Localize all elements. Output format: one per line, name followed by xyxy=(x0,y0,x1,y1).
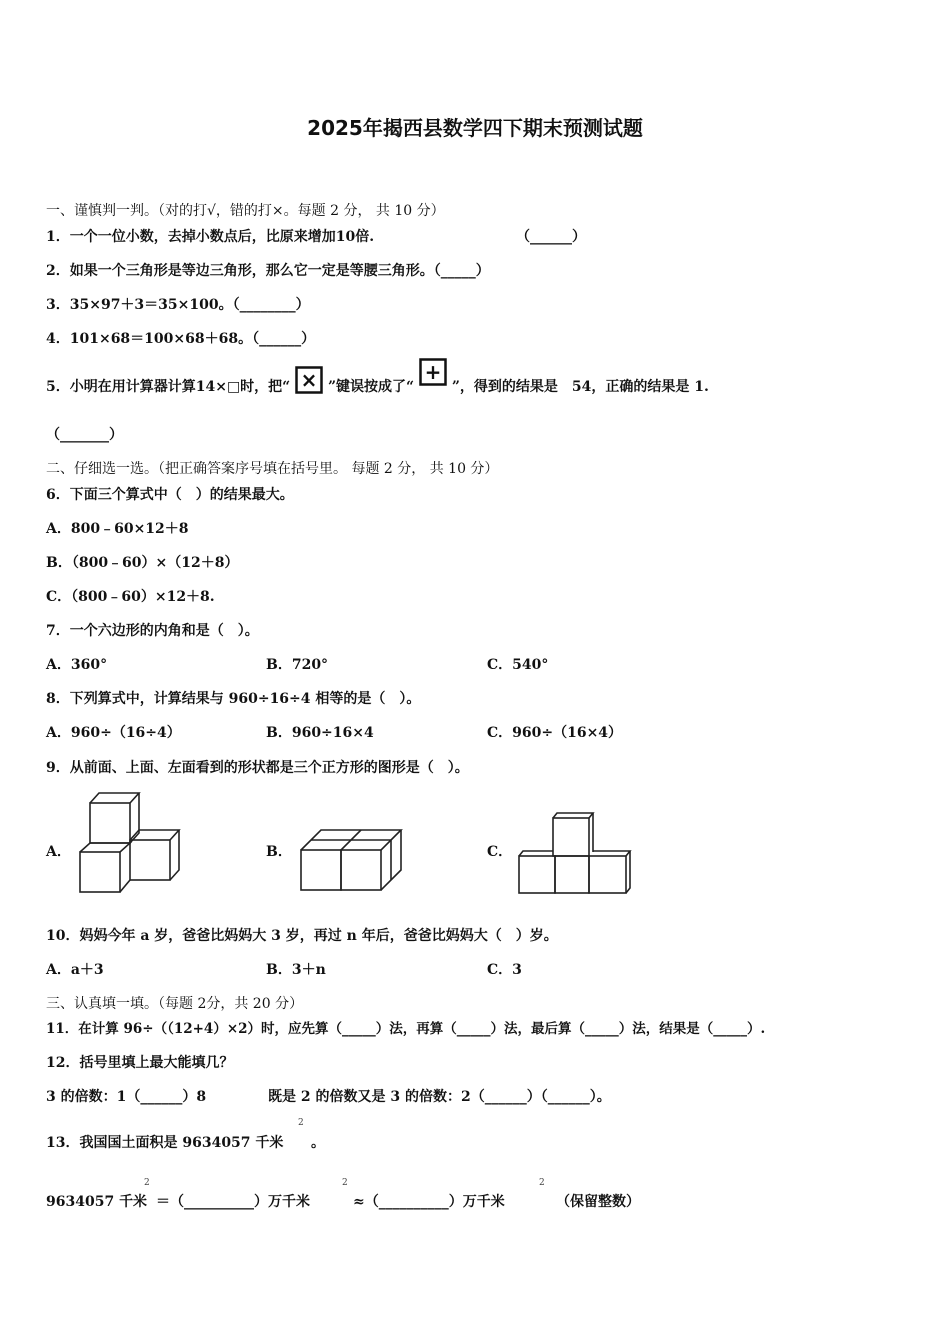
cube-b-front-left xyxy=(301,850,341,890)
question-13-line-4: （保留整数） xyxy=(556,1194,640,1210)
question-8-option-c: C．960÷（16×4） xyxy=(487,725,623,741)
cube-figure-b xyxy=(296,824,406,896)
cube-figure-a xyxy=(76,788,186,896)
question-6-option-c: C．（800﹣60）×12＋8. xyxy=(46,589,215,605)
question-6-option-b: B．（800﹣60）×（12＋8） xyxy=(46,555,239,571)
cube-c-right xyxy=(589,856,626,893)
question-2: 2．如果一个三角形是等边三角形，那么它一定是等腰三角形。（_____） xyxy=(46,263,490,279)
question-5-blank: （_______） xyxy=(46,427,123,443)
question-12-line-a: 3 的倍数：1（______）8 xyxy=(46,1089,207,1105)
cube-a-bottom-right xyxy=(130,840,170,880)
question-9-option-b: B． xyxy=(266,844,292,860)
question-1 xyxy=(46,227,374,247)
question-13-end: 。 xyxy=(311,1135,325,1151)
cube-c-top xyxy=(553,818,589,856)
question-10: 10．妈妈今年 a 岁，爸爸比妈妈大 3 岁，再过 n 年后，爸爸比妈妈大（ ）岁。 xyxy=(46,928,558,944)
question-7-option-b: B．720° xyxy=(266,657,329,673)
cube-a-top-front xyxy=(90,803,130,843)
section3-header: 三、认真填一填。（每题 2分，共 20 分） xyxy=(46,996,304,1012)
question-10-option-b: B．3＋n xyxy=(266,962,326,978)
question-1-text: 1．一个一位小数，去掉小数点后，比原来增加10倍. xyxy=(46,229,375,245)
question-13-line-1: 9634057 千米 xyxy=(46,1194,148,1210)
question-8-option-b: B．960÷16×4 xyxy=(266,725,374,741)
question-11: 11．在计算 96÷（（12+4）×2）时，应先算（_____）法，再算（_____）法，最后算（_____）法，结果是（_____）. xyxy=(46,1021,766,1037)
question-5-part1: 5．小明在用计算器计算14×□时，把“ xyxy=(46,379,291,395)
question-5 xyxy=(46,360,709,408)
question-9: 9．从前面、上面、左面看到的形状都是三个正方形的图形是（ ）。 xyxy=(46,760,469,776)
question-8: 8．下列算式中，计算结果与 960÷16÷4 相等的是（ ）。 xyxy=(46,691,421,707)
question-10-option-a: A．a＋3 xyxy=(46,962,104,978)
cube-b-front-right xyxy=(341,850,381,890)
question-1-blank: （______） xyxy=(516,229,586,245)
question-13-line-3-superscript: 2 xyxy=(539,1178,545,1188)
question-13-superscript: 2 xyxy=(298,1118,304,1128)
question-13-line-2: ＝（__________）万千米 xyxy=(156,1194,310,1210)
plus-key-icon xyxy=(419,358,447,400)
page-title: 2025年揭西县数学四下期末预测试题 xyxy=(307,116,643,140)
cube-figure-c xyxy=(515,810,637,898)
cube-c-left xyxy=(519,856,555,893)
cube-a-bottom-left xyxy=(80,852,120,892)
question-13-text: 13．我国国土面积是 9634057 千米 xyxy=(46,1135,284,1151)
cube-c-middle xyxy=(555,856,589,893)
question-8-option-a: A．960÷（16÷4） xyxy=(46,725,181,741)
question-6-option-a: A．800﹣60×12＋8 xyxy=(46,521,189,537)
question-5-part2: ”键误按成了“ xyxy=(327,379,415,395)
question-13-line-3: ≈（__________）万千米 xyxy=(353,1194,505,1210)
section1-header: 一、谨慎判一判。（对的打√，错的打×。每题 2 分， 共 10 分） xyxy=(46,203,445,219)
question-13 xyxy=(46,1133,283,1153)
question-5-part3: ”，得到的结果是 54，正确的结果是 1. xyxy=(451,379,709,395)
question-9-option-a: A． xyxy=(46,844,71,860)
question-12: 12．括号里填上最大能填几？ xyxy=(46,1055,234,1071)
question-3: 3．35×97＋3＝35×100。（________） xyxy=(46,297,310,313)
question-10-option-c: C．3 xyxy=(487,962,522,978)
multiply-key-label: × xyxy=(300,368,318,392)
cube-a-bottom-left-lid xyxy=(80,843,130,852)
cube-a-top-lid xyxy=(90,793,139,803)
question-6: 6．下面三个算式中（ ）的结果最大。 xyxy=(46,487,294,503)
question-7-option-a: A．360° xyxy=(46,657,108,673)
question-9-option-c: C． xyxy=(487,844,513,860)
question-7: 7．一个六边形的内角和是（ ）。 xyxy=(46,623,259,639)
multiply-key-icon xyxy=(295,366,323,408)
question-7-option-c: C．540° xyxy=(487,657,549,673)
question-13-line-1-superscript: 2 xyxy=(144,1178,150,1188)
section2-header: 二、仔细选一选。（把正确答案序号填在括号里。 每题 2 分， 共 10 分） xyxy=(46,461,499,477)
cube-a-join xyxy=(120,880,130,892)
question-13-line-2-superscript: 2 xyxy=(342,1178,348,1188)
question-4: 4．101×68＝100×68＋68。（______） xyxy=(46,331,316,347)
plus-key-label: + xyxy=(424,360,442,384)
question-12-line-b: 既是 2 的倍数又是 3 的倍数：2（______）（______）。 xyxy=(268,1089,611,1105)
